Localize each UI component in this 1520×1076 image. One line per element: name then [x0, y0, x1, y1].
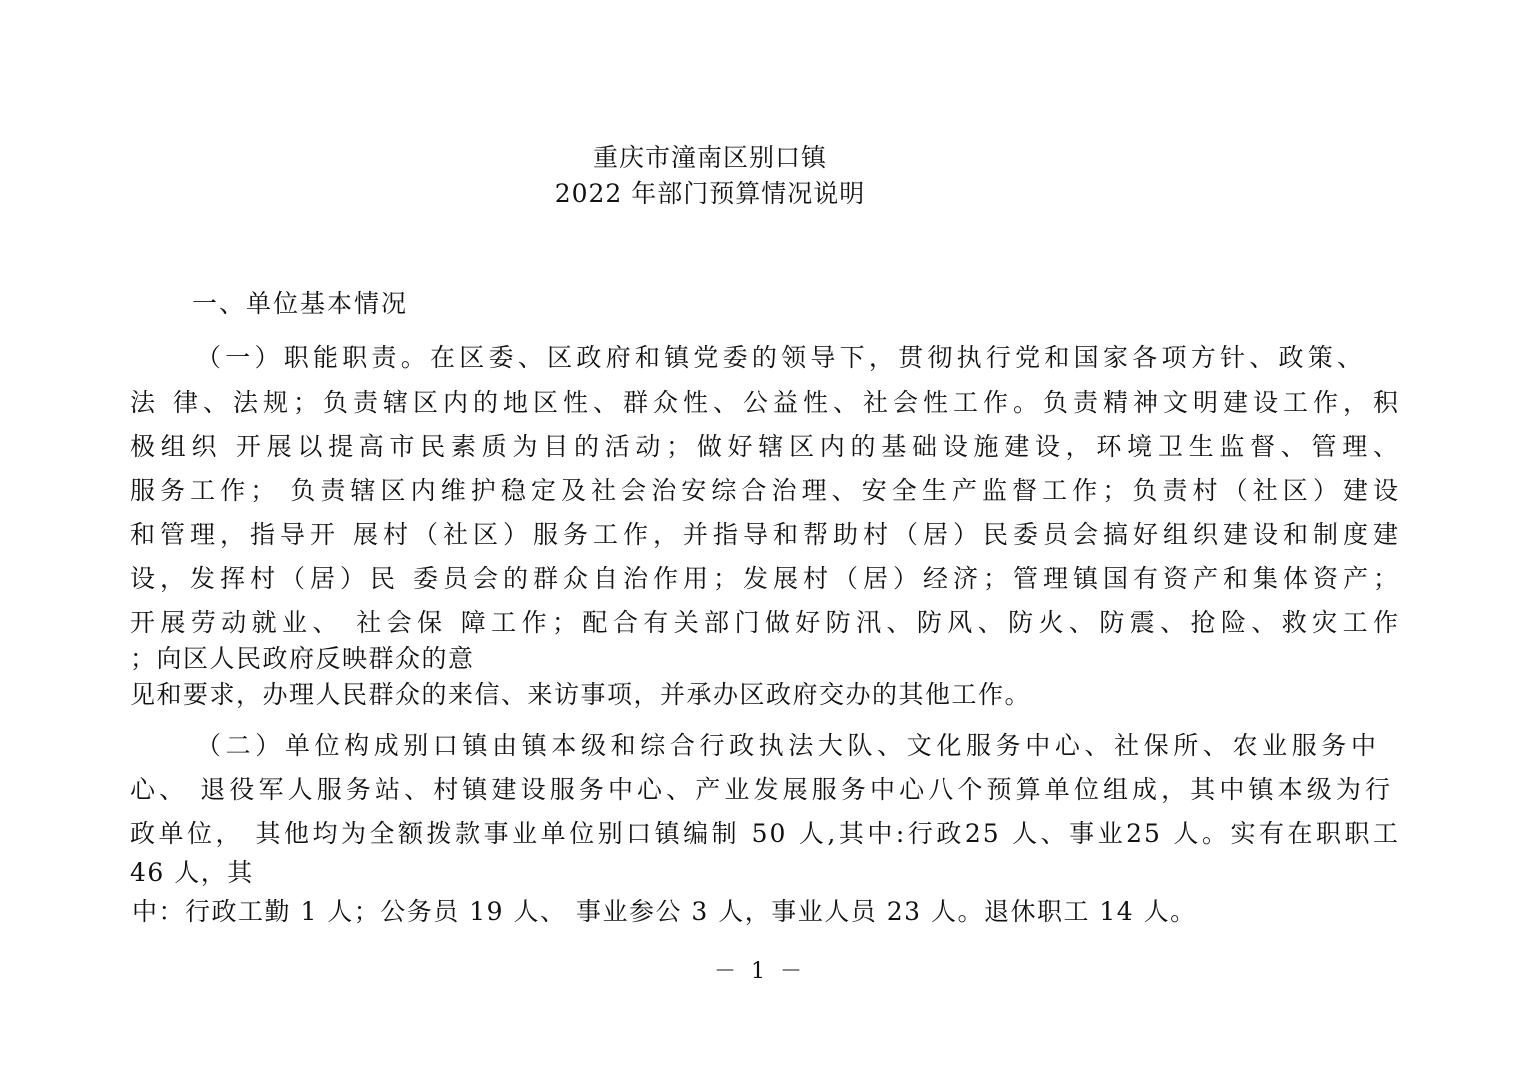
paragraph-line: （二）单位构成别口镇由镇本级和综合行政执法大队、文化服务中心、社保所、农业服务中	[196, 731, 1378, 760]
paragraph-line: 心、 退役军人服务站、村镇建设服务中心、产业发展服务中心八个预算单位组成，其中镇本级为行	[130, 775, 1392, 804]
paragraph-line: 和管理，指导开 展村（社区）服务工作，并指导和帮助村（居）民委员会搞好组织建设和制度建	[130, 520, 1400, 549]
paragraph-line: 设，发挥村（居）民 委员会的群众自治作用；发展村（居）经济；管理镇国有资产和集体资产；	[130, 564, 1400, 593]
paragraph-line: 政单位， 其他均为全额拨款事业单位别口镇编制 50 人,其中:行政25 人、事业25 人。实有在职职工	[130, 819, 1400, 848]
document-title-line-1: 重庆市潼南区别口镇	[592, 143, 827, 172]
paragraph-line: 极组织 开展以提高市民素质为目的活动；做好辖区内的基础设施建设，环境卫生监督、管理、	[130, 432, 1400, 461]
paragraph-line: 服务工作； 负责辖区内维护稳定及社会治安综合治理、安全生产监督工作；负责村（社区）建设	[130, 476, 1400, 505]
paragraph-line: 见和要求，办理人民群众的来信、来访事项，并承办区政府交办的其他工作。	[130, 680, 1032, 709]
paragraph-line: ；向区人民政府反映群众的意	[130, 644, 475, 673]
paragraph-line: 中：行政工勤 1 人；公务员 19 人、 事业参公 3 人，事业人员 23 人。退休职工 14 人。	[132, 897, 1197, 926]
page-number: － 1 －	[714, 959, 806, 984]
paragraph-line: 开展劳动就业、 社会保 障工作；配合有关部门做好防汛、防风、防火、防震、抢险、救灾工作	[130, 608, 1400, 637]
section-heading-unit-basic-info: 一、单位基本情况	[192, 289, 409, 318]
paragraph-line: （一）职能职责。在区委、区政府和镇党委的领导下，贯彻执行党和国家各项方针、政策、	[196, 343, 1364, 372]
document-title-line-2: 2022 年部门预算情况说明	[554, 179, 866, 208]
paragraph-line: 46 人，其	[130, 858, 254, 887]
paragraph-line: 法 律、法规；负责辖区内的地区性、群众性、公益性、社会性工作。负责精神文明建设工作，积	[130, 388, 1400, 417]
